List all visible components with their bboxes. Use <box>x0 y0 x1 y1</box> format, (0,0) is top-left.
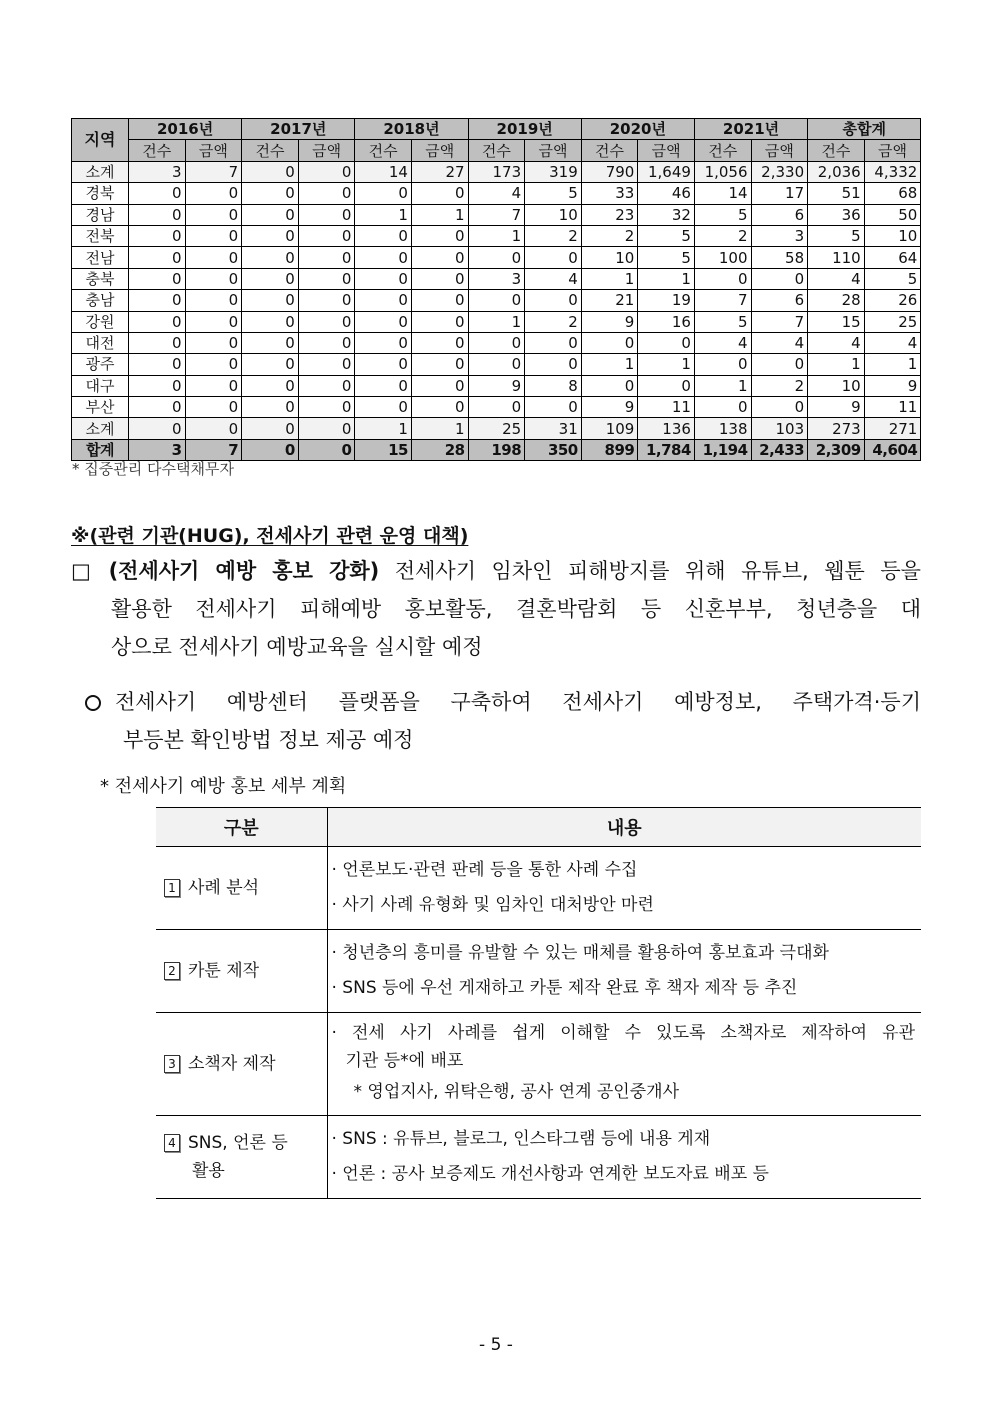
count-cell: 15 <box>808 311 865 332</box>
plan-item: · SNS : 유튜브, 블로그, 인스타그램 등에 내용 게재 <box>331 1129 711 1149</box>
amount-cell: 2 <box>525 311 582 332</box>
amount-cell: 3 <box>751 225 808 246</box>
plan-content <box>327 1116 921 1199</box>
plan-content <box>327 1013 921 1116</box>
amount-cell: 0 <box>298 439 355 460</box>
count-cell: 0 <box>129 204 186 225</box>
region-cell: 소계 <box>72 161 129 182</box>
count-header: 건수 <box>129 140 186 161</box>
count-cell: 0 <box>581 332 638 353</box>
count-cell: 1 <box>581 354 638 375</box>
amount-cell: 0 <box>185 204 242 225</box>
amount-cell: 32 <box>638 204 695 225</box>
plan-category-label: SNS, 언론 등 <box>188 1133 288 1153</box>
count-cell: 0 <box>355 375 412 396</box>
sub-header-row <box>72 140 921 161</box>
promotion-plan-table <box>156 807 921 1199</box>
subtotal-row <box>72 161 921 182</box>
amount-cell: 1 <box>638 268 695 289</box>
region-row <box>72 354 921 375</box>
region-cell: 경남 <box>72 204 129 225</box>
number-box-icon: 1 <box>164 879 180 897</box>
amount-cell: 0 <box>411 268 468 289</box>
amount-cell: 11 <box>864 397 921 418</box>
count-cell: 0 <box>242 332 299 353</box>
amount-cell: 4 <box>525 268 582 289</box>
count-cell: 0 <box>468 354 525 375</box>
amount-cell: 0 <box>411 332 468 353</box>
count-header: 건수 <box>808 140 865 161</box>
count-cell: 1 <box>468 311 525 332</box>
count-cell: 9 <box>581 311 638 332</box>
amount-cell: 5 <box>638 225 695 246</box>
amount-header: 금액 <box>864 140 921 161</box>
subtotal-row <box>72 418 921 439</box>
count-cell: 3 <box>129 161 186 182</box>
count-header: 건수 <box>581 140 638 161</box>
amount-cell: 9 <box>864 375 921 396</box>
plan-row <box>156 1013 921 1116</box>
count-cell: 2,309 <box>808 439 865 460</box>
amount-cell: 7 <box>185 439 242 460</box>
amount-cell: 0 <box>411 397 468 418</box>
amount-header: 금액 <box>411 140 468 161</box>
amount-cell: 5 <box>525 183 582 204</box>
amount-cell: 1 <box>864 354 921 375</box>
amount-cell: 6 <box>751 204 808 225</box>
plan-note: * 전세사기 예방 홍보 세부 계획 <box>100 776 347 797</box>
amount-cell: 4,604 <box>864 439 921 460</box>
count-cell: 1 <box>355 204 412 225</box>
amount-cell: 0 <box>411 183 468 204</box>
category-header: 구분 <box>156 808 327 847</box>
amount-cell: 27 <box>411 161 468 182</box>
circle-bullet-icon <box>85 695 101 711</box>
amount-cell: 0 <box>411 311 468 332</box>
stats-table-body <box>72 161 921 460</box>
amount-cell: 0 <box>751 397 808 418</box>
plan-row <box>156 847 921 930</box>
amount-cell: 5 <box>638 247 695 268</box>
region-cell: 합계 <box>72 439 129 460</box>
amount-cell: 0 <box>185 418 242 439</box>
count-cell: 0 <box>694 268 751 289</box>
count-header: 건수 <box>242 140 299 161</box>
amount-cell: 0 <box>185 311 242 332</box>
count-cell: 4 <box>808 332 865 353</box>
region-cell: 대전 <box>72 332 129 353</box>
amount-cell: 0 <box>298 332 355 353</box>
count-cell: 0 <box>355 290 412 311</box>
year-header: 2020년 <box>581 119 694 140</box>
amount-cell: 2 <box>525 225 582 246</box>
count-cell: 0 <box>468 332 525 353</box>
grand-total-header: 총합계 <box>808 119 921 140</box>
amount-cell: 17 <box>751 183 808 204</box>
count-header: 건수 <box>468 140 525 161</box>
amount-header: 금액 <box>525 140 582 161</box>
amount-cell: 31 <box>525 418 582 439</box>
count-cell: 0 <box>129 183 186 204</box>
amount-cell: 0 <box>298 311 355 332</box>
amount-cell: 0 <box>298 397 355 418</box>
count-cell: 0 <box>129 225 186 246</box>
count-cell: 4 <box>694 332 751 353</box>
count-cell: 21 <box>581 290 638 311</box>
plan-header-row <box>156 808 921 847</box>
amount-cell: 0 <box>525 354 582 375</box>
count-cell: 0 <box>581 375 638 396</box>
count-cell: 9 <box>468 375 525 396</box>
plan-category <box>156 1013 327 1116</box>
count-cell: 3 <box>468 268 525 289</box>
region-cell: 부산 <box>72 397 129 418</box>
amount-cell: 0 <box>298 247 355 268</box>
plan-item-subnote: * 영업지사, 위탁은행, 공사 연계 공인중개사 <box>353 1082 680 1102</box>
regional-stats-table <box>71 118 921 461</box>
amount-cell: 0 <box>185 268 242 289</box>
count-cell: 5 <box>694 311 751 332</box>
region-row <box>72 290 921 311</box>
sub-bullet <box>85 683 921 759</box>
amount-cell: 16 <box>638 311 695 332</box>
region-cell: 충남 <box>72 290 129 311</box>
count-cell: 0 <box>355 183 412 204</box>
count-cell: 1,056 <box>694 161 751 182</box>
count-cell: 2 <box>581 225 638 246</box>
count-cell: 1 <box>808 354 865 375</box>
region-cell: 충북 <box>72 268 129 289</box>
count-cell: 0 <box>129 418 186 439</box>
plan-row <box>156 1116 921 1199</box>
amount-cell: 1 <box>411 418 468 439</box>
count-cell: 0 <box>355 397 412 418</box>
amount-cell: 4 <box>864 332 921 353</box>
amount-cell: 0 <box>185 225 242 246</box>
count-cell: 1 <box>581 268 638 289</box>
count-cell: 0 <box>355 311 412 332</box>
region-row <box>72 247 921 268</box>
plan-category-label: 소책자 제작 <box>188 1054 276 1074</box>
region-row <box>72 225 921 246</box>
count-cell: 3 <box>129 439 186 460</box>
amount-cell: 0 <box>185 247 242 268</box>
amount-cell: 0 <box>411 290 468 311</box>
section-title: ※(관련 기관(HUG), 전세사기 관련 운영 대책) <box>71 525 469 547</box>
amount-cell: 0 <box>298 204 355 225</box>
count-cell: 2,036 <box>808 161 865 182</box>
count-cell: 0 <box>242 247 299 268</box>
count-cell: 0 <box>355 332 412 353</box>
plan-item: · 청년층의 흥미를 유발할 수 있는 매체를 활용하여 홍보효과 극대화 <box>331 943 829 963</box>
count-cell: 0 <box>242 268 299 289</box>
count-cell: 25 <box>468 418 525 439</box>
amount-cell: 136 <box>638 418 695 439</box>
region-cell: 전남 <box>72 247 129 268</box>
amount-cell: 26 <box>864 290 921 311</box>
count-cell: 110 <box>808 247 865 268</box>
checkbox-bullet-icon: □ <box>71 559 91 583</box>
year-header: 2019년 <box>468 119 581 140</box>
count-cell: 9 <box>581 397 638 418</box>
count-cell: 790 <box>581 161 638 182</box>
count-cell: 0 <box>242 397 299 418</box>
amount-cell: 0 <box>185 290 242 311</box>
amount-header: 금액 <box>751 140 808 161</box>
plan-category <box>156 1116 327 1199</box>
count-cell: 0 <box>355 247 412 268</box>
region-cell: 대구 <box>72 375 129 396</box>
count-header: 건수 <box>355 140 412 161</box>
count-cell: 36 <box>808 204 865 225</box>
amount-cell: 0 <box>298 225 355 246</box>
amount-cell: 0 <box>185 354 242 375</box>
region-row <box>72 311 921 332</box>
plan-category-label-line-2: 활용 <box>192 1161 225 1181</box>
count-cell: 0 <box>694 354 751 375</box>
amount-header: 금액 <box>298 140 355 161</box>
count-cell: 0 <box>129 375 186 396</box>
count-cell: 0 <box>468 397 525 418</box>
amount-cell: 0 <box>751 354 808 375</box>
amount-cell: 0 <box>525 290 582 311</box>
plan-category-label: 카툰 제작 <box>188 961 260 981</box>
count-cell: 23 <box>581 204 638 225</box>
count-cell: 0 <box>129 311 186 332</box>
count-cell: 14 <box>355 161 412 182</box>
amount-cell: 8 <box>525 375 582 396</box>
count-cell: 138 <box>694 418 751 439</box>
main-paragraph <box>71 552 921 666</box>
plan-item: · 전세 사기 사례를 쉽게 이해할 수 있도록 소책자로 제작하여 유관 <box>331 1023 915 1043</box>
year-header: 2016년 <box>129 119 242 140</box>
amount-cell: 0 <box>185 332 242 353</box>
count-cell: 10 <box>808 375 865 396</box>
amount-cell: 10 <box>525 204 582 225</box>
amount-cell: 1 <box>411 204 468 225</box>
amount-cell: 4,332 <box>864 161 921 182</box>
count-cell: 0 <box>242 439 299 460</box>
amount-cell: 6 <box>751 290 808 311</box>
count-cell: 0 <box>129 332 186 353</box>
amount-cell: 0 <box>525 247 582 268</box>
count-cell: 0 <box>694 397 751 418</box>
count-cell: 899 <box>581 439 638 460</box>
count-cell: 2 <box>694 225 751 246</box>
amount-cell: 0 <box>298 354 355 375</box>
region-cell: 전북 <box>72 225 129 246</box>
year-header: 2018년 <box>355 119 468 140</box>
table-footnote: * 집중관리 다수택채무자 <box>72 460 234 478</box>
count-cell: 100 <box>694 247 751 268</box>
region-row <box>72 397 921 418</box>
count-cell: 173 <box>468 161 525 182</box>
count-cell: 5 <box>694 204 751 225</box>
count-cell: 51 <box>808 183 865 204</box>
region-cell: 소계 <box>72 418 129 439</box>
amount-cell: 0 <box>298 418 355 439</box>
paragraph-heading: (전세사기 예방 홍보 강화) <box>108 559 380 583</box>
amount-cell: 0 <box>185 183 242 204</box>
plan-category <box>156 847 327 930</box>
plan-item: · 언론 : 공사 보증제도 개선사항과 연계한 보도자료 배포 등 <box>331 1164 769 1184</box>
count-cell: 273 <box>808 418 865 439</box>
plan-category <box>156 930 327 1013</box>
amount-cell: 319 <box>525 161 582 182</box>
region-row <box>72 183 921 204</box>
amount-cell: 271 <box>864 418 921 439</box>
region-row <box>72 268 921 289</box>
count-cell: 109 <box>581 418 638 439</box>
count-cell: 0 <box>242 375 299 396</box>
content-header: 내용 <box>327 808 921 847</box>
count-cell: 0 <box>242 311 299 332</box>
count-cell: 15 <box>355 439 412 460</box>
count-cell: 10 <box>581 247 638 268</box>
amount-cell: 2,330 <box>751 161 808 182</box>
amount-cell: 350 <box>525 439 582 460</box>
count-cell: 0 <box>242 204 299 225</box>
amount-cell: 0 <box>638 332 695 353</box>
plan-item-continued: 기관 등*에 배포 <box>345 1051 464 1071</box>
amount-cell: 28 <box>411 439 468 460</box>
count-cell: 0 <box>129 397 186 418</box>
plan-item: · SNS 등에 우선 게재하고 카툰 제작 완료 후 책자 제작 등 추진 <box>331 978 798 998</box>
count-cell: 1 <box>468 225 525 246</box>
count-cell: 14 <box>694 183 751 204</box>
count-cell: 0 <box>242 290 299 311</box>
count-cell: 1 <box>694 375 751 396</box>
count-cell: 0 <box>242 161 299 182</box>
count-cell: 198 <box>468 439 525 460</box>
count-cell: 0 <box>355 225 412 246</box>
count-cell: 0 <box>129 268 186 289</box>
amount-cell: 7 <box>185 161 242 182</box>
count-cell: 28 <box>808 290 865 311</box>
amount-cell: 0 <box>185 375 242 396</box>
amount-header: 금액 <box>638 140 695 161</box>
amount-cell: 4 <box>751 332 808 353</box>
plan-content <box>327 847 921 930</box>
amount-cell: 50 <box>864 204 921 225</box>
count-cell: 0 <box>355 354 412 375</box>
amount-cell: 0 <box>298 375 355 396</box>
amount-cell: 0 <box>298 161 355 182</box>
amount-cell: 0 <box>525 332 582 353</box>
amount-cell: 0 <box>638 375 695 396</box>
plan-content <box>327 930 921 1013</box>
count-cell: 0 <box>468 290 525 311</box>
count-cell: 0 <box>355 268 412 289</box>
plan-item: · 언론보도·관련 판례 등을 통한 사례 수집 <box>331 860 638 880</box>
count-cell: 0 <box>129 247 186 268</box>
region-cell: 강원 <box>72 311 129 332</box>
count-header: 건수 <box>694 140 751 161</box>
amount-header: 금액 <box>185 140 242 161</box>
region-row <box>72 332 921 353</box>
count-cell: 0 <box>242 354 299 375</box>
paragraph-line-1: 전세사기 임차인 피해방지를 위해 유튜브, 웹툰 등을 <box>394 559 921 583</box>
amount-cell: 0 <box>411 354 468 375</box>
amount-cell: 0 <box>411 247 468 268</box>
count-cell: 0 <box>129 354 186 375</box>
count-cell: 4 <box>808 268 865 289</box>
paragraph-line-3: 상으로 전세사기 예방교육을 실시할 예정 <box>111 635 483 659</box>
amount-cell: 58 <box>751 247 808 268</box>
plan-category-label: 사례 분석 <box>188 878 260 898</box>
bullet-line-2: 부등본 확인방법 정보 제공 예정 <box>123 728 414 752</box>
amount-cell: 11 <box>638 397 695 418</box>
amount-cell: 1,784 <box>638 439 695 460</box>
region-row <box>72 204 921 225</box>
amount-cell: 103 <box>751 418 808 439</box>
count-cell: 0 <box>468 247 525 268</box>
region-header: 지역 <box>72 119 129 162</box>
count-cell: 0 <box>242 418 299 439</box>
paragraph-line-2: 활용한 전세사기 피해예방 홍보활동, 결혼박람회 등 신혼부부, 청년층을 대 <box>111 597 921 621</box>
count-cell: 0 <box>242 225 299 246</box>
amount-cell: 68 <box>864 183 921 204</box>
amount-cell: 2,433 <box>751 439 808 460</box>
amount-cell: 0 <box>185 397 242 418</box>
amount-cell: 19 <box>638 290 695 311</box>
number-box-icon: 3 <box>164 1055 180 1073</box>
number-box-icon: 4 <box>164 1134 180 1152</box>
count-cell: 1,194 <box>694 439 751 460</box>
amount-cell: 1,649 <box>638 161 695 182</box>
amount-cell: 0 <box>298 268 355 289</box>
amount-cell: 0 <box>298 290 355 311</box>
year-header: 2021년 <box>694 119 807 140</box>
count-cell: 33 <box>581 183 638 204</box>
amount-cell: 2 <box>751 375 808 396</box>
amount-cell: 25 <box>864 311 921 332</box>
region-cell: 경북 <box>72 183 129 204</box>
count-cell: 1 <box>355 418 412 439</box>
count-cell: 0 <box>129 290 186 311</box>
amount-cell: 0 <box>525 397 582 418</box>
amount-cell: 1 <box>638 354 695 375</box>
plan-item: · 사기 사례 유형화 및 임차인 대처방안 마련 <box>331 895 654 915</box>
count-cell: 9 <box>808 397 865 418</box>
bullet-line-1: 전세사기 예방센터 플랫폼을 구축하여 전세사기 예방정보, 주택가격·등기 <box>115 690 921 714</box>
amount-cell: 0 <box>751 268 808 289</box>
amount-cell: 0 <box>411 225 468 246</box>
amount-cell: 46 <box>638 183 695 204</box>
amount-cell: 0 <box>298 183 355 204</box>
plan-row <box>156 930 921 1013</box>
count-cell: 0 <box>242 183 299 204</box>
amount-cell: 7 <box>751 311 808 332</box>
count-cell: 7 <box>694 290 751 311</box>
region-row <box>72 375 921 396</box>
amount-cell: 64 <box>864 247 921 268</box>
year-header: 2017년 <box>242 119 355 140</box>
number-box-icon: 2 <box>164 962 180 980</box>
year-header-row <box>72 119 921 140</box>
page-number: - 5 - <box>479 1335 513 1355</box>
amount-cell: 0 <box>411 375 468 396</box>
count-cell: 4 <box>468 183 525 204</box>
count-cell: 7 <box>468 204 525 225</box>
amount-cell: 10 <box>864 225 921 246</box>
count-cell: 5 <box>808 225 865 246</box>
amount-cell: 5 <box>864 268 921 289</box>
region-cell: 광주 <box>72 354 129 375</box>
